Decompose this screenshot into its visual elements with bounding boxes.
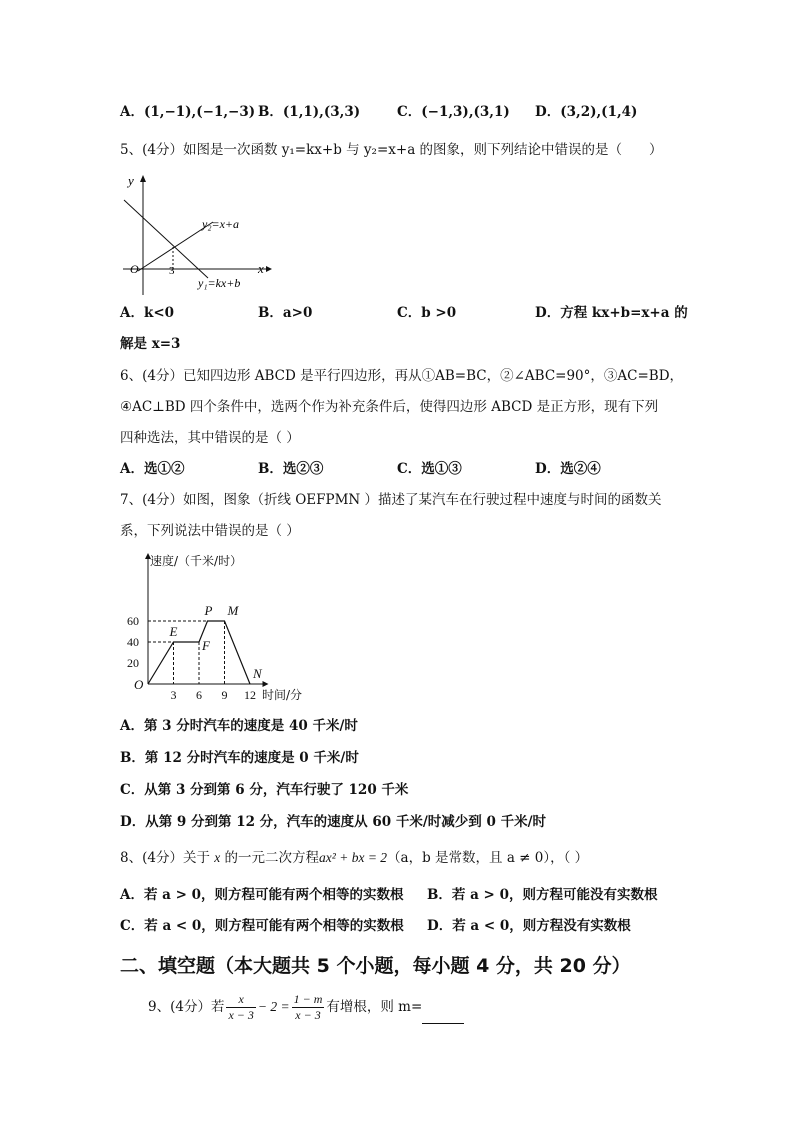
q6-option-c: C．选①③ [397,461,462,477]
q5-tick-3: 3 [169,265,175,277]
q6-option-a: A．选①② [120,461,185,477]
q5-x-label: x [258,261,264,276]
q6-stem-line3: 四种选法，其中错误的是（ ） [120,430,300,446]
q5-option-b: B．a>0 [258,305,313,321]
q5-option-c: C．b >0 [397,305,457,321]
q7-x-arrow [263,681,269,687]
q7-stem-line1: 7、(4分）如图，图象（折线 OEFPMN ）描述了某汽车在行驶过程中速度与时间的函数关 [120,492,662,508]
q7-x-tick-12: 12 [244,688,256,702]
q7-y-tick-40: 40 [127,635,139,649]
q7-x-tick-3: 3 [170,688,177,702]
q6-option-d: D．选②④ [535,461,601,477]
q8-stem: 8、(4分）关于 x 的一元二次方程ax² + bx = 2（a，b 是常数，且 a ≠ 0），（ ） [120,850,589,866]
q7-stem-line2: 系，下列说法中错误的是（ ） [120,523,300,539]
q7-option-c: C．从第 3 分到第 6 分，汽车行驶了 120 千米 [120,782,409,798]
q7-option-d: D．从第 9 分到第 12 分，汽车的速度从 60 千米/时减少到 0 千米/时 [120,814,547,830]
q7-point-label-E: E [169,624,178,639]
q5-label-y2: y₂=x+a [202,217,240,231]
q7-x-axis-label: 时间/分 [262,688,303,702]
q7-x-tick-6: 6 [196,688,202,702]
q8-option-b: B．若 a > 0，则方程可能没有实数根 [427,887,658,903]
q6-stem-line2: ④AC⊥BD 四个条件中，选两个作为补充条件后，使得四边形 ABCD 是正方形，现有下列 [120,399,659,415]
q5-option-d-continued: 解是 x=3 [120,336,181,352]
section-title-fill-in: 二、填空题（本大题共 5 个小题，每小题 4 分，共 20 分） [120,955,631,977]
q5-graph [118,170,278,300]
q7-option-b: B．第 12 分时汽车的速度是 0 千米/时 [120,750,359,766]
q5-label-y1: y₁=kx+b [198,276,241,290]
q6-stem-line1: 6、(4分）已知四边形 ABCD 是平行四边形，再从①AB=BC，②∠ABC=90°，③AC=BD， [120,368,684,384]
q4-option-b: B．(1,1),(3,3) [258,104,361,120]
q5-y-label: y [128,173,134,188]
q7-origin-label: O [134,677,144,692]
q5-x-arrow [266,266,272,272]
q5-origin-label: O [130,262,139,276]
q4-option-a: A．(1,−1),(−1,−3) [120,104,256,120]
q7-y-tick-20: 20 [127,656,139,670]
q9-fraction-2: $\frac{1 - m}{x - 3}$ [293,992,323,1022]
q5-y-arrow [140,175,146,182]
q5-option-d: D．方程 kx+b=x+a 的 [535,305,688,321]
q7-y-tick-60: 60 [127,614,139,628]
q4-option-d: D．(3,2),(1,4) [535,104,638,120]
q5-option-a: A．k<0 [120,305,175,321]
q9-answer-blank[interactable] [422,1009,464,1024]
q9-stem: 9、(4分）若 $\frac{x}{x - 3}$ − 2 = $\frac{1 - m}{x - 3}$ 有增根，则 m= [148,990,464,1024]
q8-option-d: D．若 a < 0，则方程没有实数根 [427,918,631,934]
q9-fraction-1: $\frac{x}{x - 3}$ [228,992,254,1022]
q7-option-a: A．第 3 分时汽车的速度是 40 千米/时 [120,718,358,734]
q7-point-label-N: N [253,666,262,681]
q4-option-c: C．(−1,3),(3,1) [397,104,510,120]
q7-point-label-P: P [204,603,213,618]
q8-option-c: C．若 a < 0，则方程可能有两个相等的实数根 [120,918,404,934]
q6-option-b: B．选②③ [258,461,324,477]
q7-point-label-M: M [227,603,239,618]
q5-stem: 5、(4分）如图是一次函数 y₁=kx+b 与 y₂=x+a 的图象，则下列结论中错误的是（ ） [120,142,663,158]
q7-x-tick-9: 9 [221,688,228,702]
q8-option-a: A．若 a > 0，则方程可能有两个相等的实数根 [120,887,404,903]
q7-point-label-F: F [202,638,210,653]
q7-speed-time-chart [118,551,358,706]
q7-y-axis-label: 速度/（千米/时） [150,554,243,568]
